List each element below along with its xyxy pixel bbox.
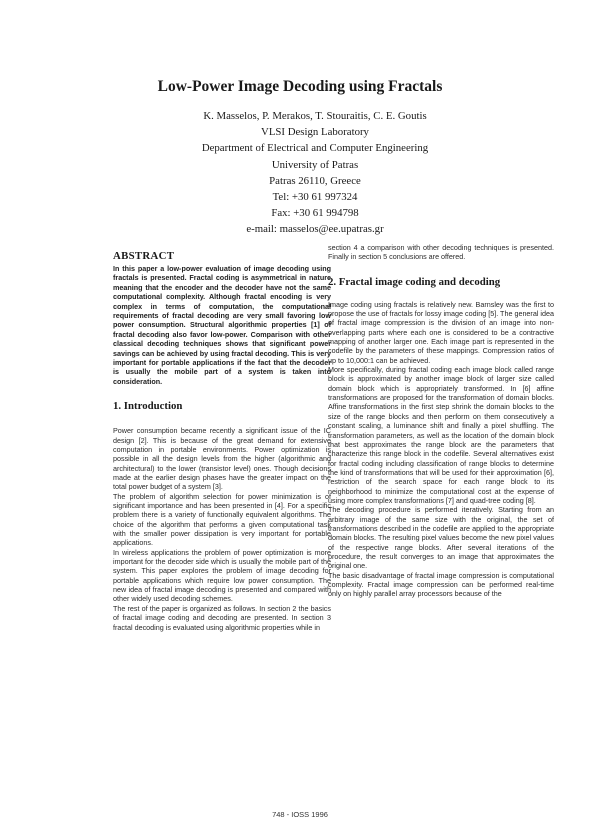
section2-paragraph: The basic disadvantage of fractal image compression is computational complexity. Fractal image compression can be performed real-time only on highly parallel array processors because of the	[328, 570, 554, 599]
section2-heading: 2. Fractal image coding and decoding	[328, 275, 501, 288]
lab-line: VLSI Design Laboratory	[261, 126, 369, 139]
authors-line: K. Masselos, P. Merakos, T. Stouraitis, C. E. Goutis	[203, 110, 427, 122]
university-line: University of Patras	[271, 158, 359, 171]
fax-line: Fax: +30 61 994798	[271, 207, 359, 220]
intro-paragraph: The rest of the paper is organized as follows. In section 2 the basics of fractal image coding and decoding are presented. In section 3 fractal decoding is evaluated using algorithmic properties while in	[113, 603, 331, 632]
department-line: Department of Electrical and Computer Engineering	[201, 142, 429, 155]
section2-paragraph: More specifically, during fractal coding each image block called range block is approximated by another image block of larger size called domain block which is appropriately transformed. In [6] affine transformations are proposed for the transformation of domain blocks. Affine transformations in the first step shrink the domain blocks to the size of the range blocks and then perform on them consecutively a constant scaling, a luminance shift and finally a pixel shuffling. The transformation parameters, as well as the location of the domain block that best approximates the range block are the parameters that characterize this range block in the codefile. Several alternatives exist for fractal coding including classification of range blocks to determine the kind of transformations that will be used for their approximation [6], restriction of the search space for each range block to its neighborhood to minimize the computational cost at the expense of using more complex transformations [7] and quad-tree coding [8].	[328, 365, 554, 505]
email-line: e-mail: masselos@ee.upatras.gr	[246, 223, 384, 236]
intro-paragraph: Power consumption became recently a significant issue of the IC design [2]. This is because of the great demand for extensive computation in portable environments. Power optimization is possible in all the design levels from the higher (algorithmic and architectural) to the lower (transistor level) ones. Though decisions made at the earlier design phases have the greater impact on the total power budget of a system [3].	[113, 426, 331, 492]
author-affiliation-block	[150, 108, 480, 238]
tel-line: Tel: +30 61 997324	[272, 191, 358, 204]
introduction-heading: 1. Introduction	[113, 400, 183, 413]
intro-continuation: section 4 a comparison with other decoding techniques is presented. Finally in section 5 conclusions are offered.	[328, 243, 554, 262]
intro-paragraph: In wireless applications the problem of power optimization is more important for the decoder side which is usually the mobile part of the system. This paper explores the problem of image decoding for portable applications which require low power consumption. The new idea of fractal image decoding is presented and compared with other widely used decoding schemes.	[113, 547, 331, 604]
intro-paragraph: The problem of algorithm selection for power minimization is of significant importance and has been presented in [4]. For a specific problem there is a variety of functionally equivalent algorithms. The choice of the algorithm that performs a given computational task with the smaller power dissipation is very important for portable applications.	[113, 491, 331, 548]
abstract-heading: ABSTRACT	[113, 250, 175, 262]
right-column	[328, 243, 554, 599]
section2-paragraph: The decoding procedure is performed iteratively. Starting from an arbitrary image of the same size with the original, the set of transformations described in the codefile are applied to the appropriate domain blocks. The resulting pixel values become the new pixel values of the respective range blocks. After several iterations of the procedure, the result converges to an image that approximates the original one.	[328, 505, 554, 571]
paper-title: Low-Power Image Decoding using Fractals	[157, 78, 443, 95]
section2-paragraph: Image coding using fractals is relatively new. Barnsley was the first to propose the use of fractals for lossy image coding [5]. The general idea of fractal image compression is the division of an image into non-overlapping parts where each one is considered to be a contractive mapping of another larger one. Each image part is represented in the codefile by the parameters of these mappings. Compression ratios of up to 10,000:1 can be achieved.	[328, 299, 555, 365]
abstract-text: In this paper a low-power evaluation of image decoding using fractals is presented. Fractal coding is asymmetrical in nature meaning that the encoder and the decoder have not the same computational complexity. Although fractal encoding is very complex in terms of computation, the computational requirements of fractal decoding are very small favoring low power consumption. Structural algorithmic properties [1] of fractal decoding also favor low-power. Comparison with other classical decoding techniques shows that significant power savings can be achieved by using fractal decoding. This is very important for portable applications if the fact that the decoder is usually the mobile part of a system is taken into consideration.	[113, 264, 331, 386]
city-line: Patras 26110, Greece	[269, 174, 361, 187]
left-column	[113, 250, 331, 632]
page-footer: 748 - IOSS 1996	[272, 810, 328, 819]
